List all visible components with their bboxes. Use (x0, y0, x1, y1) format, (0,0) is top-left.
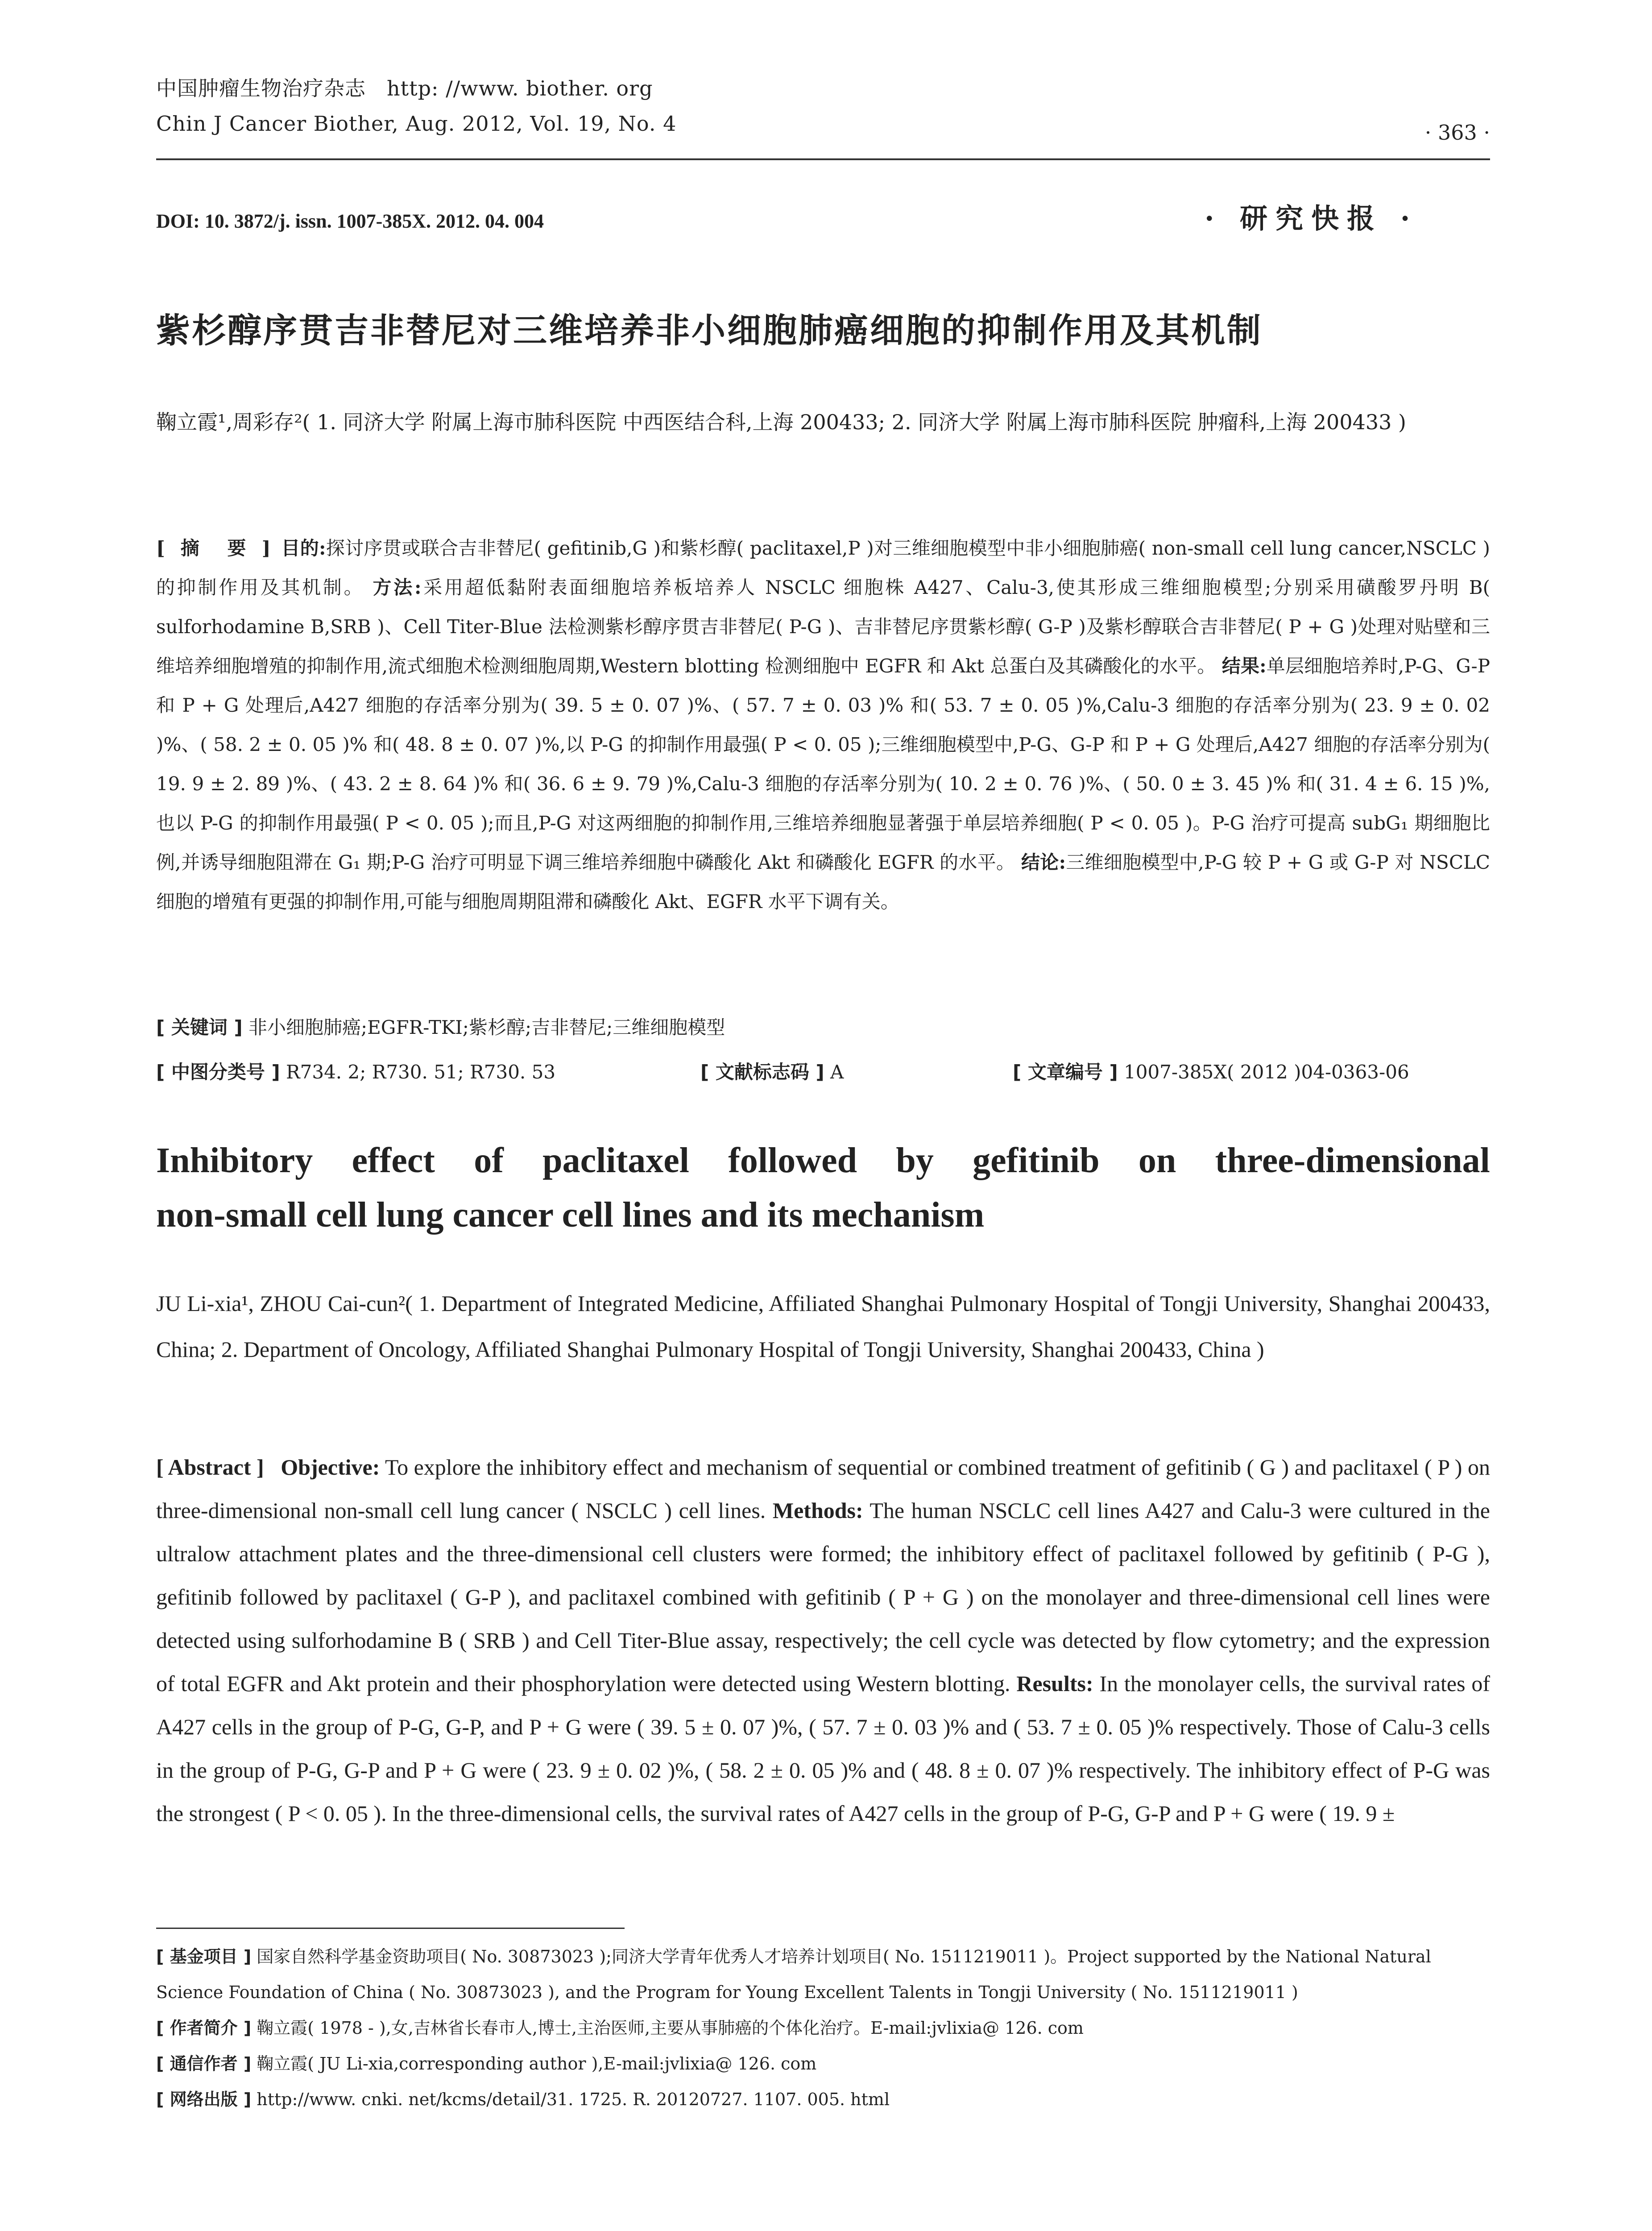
journal-cn-line: 中国肿瘤生物治疗杂志 http: //www. biother. org (156, 76, 653, 100)
objective-cn: 探讨序贯或联合吉非替尼( gefitinib,G )和紫杉醇( paclitaxel,P )对三维细胞模型中非小细胞肺癌( non-small cell lung cancer,NSCLC )的抑制作用及其机制。 (156, 537, 1490, 598)
conclusion-cn: 三维细胞模型中,P-G 较 P + G 或 G-P 对 NSCLC 细胞的增殖有更强的抑制作用,可能与细胞周期阻滞和磷酸化 Akt、EGFR 水平下调有关。 (156, 851, 1490, 912)
title-en (156, 1133, 1490, 1242)
page-number: · 363 · (1424, 120, 1490, 145)
title-en-word: effect (352, 1141, 435, 1180)
fund-note (156, 1939, 1490, 2010)
authors-cn: 鞠立霞¹,周彩存²( 1. 同济大学 附属上海市肺科医院 中西医结合科,上海 200433; 2. 同济大学 附属上海市肺科医院 肿瘤科,上海 200433 ) (156, 410, 1406, 434)
objective-en: To explore the inhibitory effect and mechanism of sequential or combined treatment of gefitinib ( G ) and paclitaxel ( P ) on three-dimensional non-small cell lung cancer ( NSCLC ) cell lines. (156, 1455, 1490, 1523)
clc-label: [ 中图分类号 ] (156, 1061, 280, 1083)
title-en-word: three-dimensional (1215, 1141, 1490, 1180)
doc-code-value: A (830, 1061, 844, 1083)
online-url[interactable]: http://www. cnki. net/kcms/detail/31. 1725. R. 20120727. 1107. 005. html (257, 2090, 890, 2109)
fund-label: [ 基金项目 ] (156, 1947, 252, 1966)
abstract-cn (156, 529, 1490, 921)
title-en-word: Inhibitory (156, 1141, 313, 1180)
results-label-cn: 结果: (1221, 655, 1267, 677)
abstract-cn-tag: [ 摘 要 ] (156, 537, 275, 559)
doc-code-label: [ 文献标志码 ] (700, 1061, 824, 1083)
title-en-line-1 (156, 1133, 1490, 1188)
abstract-en (156, 1446, 1490, 1835)
section-label: · 研究快报 · (1205, 202, 1418, 235)
running-header (156, 67, 1490, 161)
corresponding-text: 鞠立霞( JU Li-xia,corresponding author ),E-mail:jvlixia@ 126. com (257, 2054, 817, 2073)
doc-code-group (700, 1057, 844, 1084)
results-label-en: Results: (1016, 1671, 1093, 1696)
results-en: In the monolayer cells, the survival rates of A427 cells in the group of P-G, G-P, and P + G were ( 39. 5 ± 0. 07 )%, ( 57. 7 ± 0. 03 )% and ( 53. 7 ± 0. 05 )% respectively. Those of Calu-3 cells in the group of P-G, G-P and P + G were ( 23. 9 ± 0. 02 )%, ( 58. 2 ± 0. 05 )% and ( 48. 8 ± 0. 07 )% respectively. The inhibitory effect of P-G was the strongest ( P < 0. 05 ). In the three-dimensional cells, the survival rates of A427 cells in the group of P-G, G-P and P + G were ( 19. 9 ± (156, 1671, 1491, 1826)
title-en-word: gefitinib (973, 1141, 1100, 1180)
keywords-label: [ 关键词 ] (156, 1016, 243, 1038)
authors-en: JU Li-xia¹, ZHOU Cai-cun²( 1. Department of Integrated Medicine, Affiliated Shanghai Pulmonary Hospital of Tongji University, Shanghai 200433, China; 2. Department of Oncology, Affiliated Shanghai Pulmonary Hospital of Tongji University, Shanghai 200433, China ) (156, 1291, 1490, 1362)
fund-text: 国家自然科学基金资助项目( No. 30873023 );同济大学青年优秀人才培养计划项目( No. 1511219011 )。Project supported by the National Natural Science Foundation of China ( No. 30873023 ), and the Program for Young Excellent Talents in Tongji University ( No. 1511219011 ) (156, 1947, 1431, 2002)
keywords-row (156, 1013, 1490, 1040)
corresponding-label: [ 通信作者 ] (156, 2054, 252, 2073)
author-label: [ 作者简介 ] (156, 2018, 252, 2038)
doi: DOI: 10. 3872/j. issn. 1007-385X. 2012. 04. 004 (156, 210, 544, 232)
journal-en-line: Chin J Cancer Biother, Aug. 2012, Vol. 19, No. 4 (156, 112, 677, 136)
article-no-label: [ 文章编号 ] (1013, 1061, 1118, 1083)
methods-label-cn: 方法: (373, 576, 422, 598)
methods-cn: 采用超低黏附表面细胞培养板培养人 NSCLC 细胞株 A427、Calu-3,使其形成三维细胞模型;分别采用磺酸罗丹明 B( sulforhodamine B,SRB )、Cell Titer-Blue 法检测紫杉醇序贯吉非替尼( P-G )、吉非替尼序贯紫杉醇( G-P )及紫杉醇联合吉非替尼( P + G )处理对贴壁和三维培养细胞增殖的抑制作用,流式细胞术检测细胞周期,Western blotting 检测细胞中 EGFR 和 Akt 总蛋白及其磷酸化的水平。 (156, 576, 1490, 677)
header-rule (156, 158, 1490, 160)
title-en-word: of (474, 1141, 504, 1180)
footnotes (156, 1939, 1490, 2117)
objective-label-en: Objective: (281, 1455, 380, 1480)
online-note (156, 2082, 1490, 2117)
footnote-rule (156, 1928, 625, 1929)
title-en-word: paclitaxel (542, 1141, 689, 1180)
methods-en: The human NSCLC cell lines A427 and Calu-3 were cultured in the ultralow attachment plates and the three-dimensional cell clusters were formed; the inhibitory effect of paclitaxel followed by gefitinib ( P-G ), gefitinib followed by paclitaxel ( G-P ), and paclitaxel combined with gefitinib ( P + G ) on the monolayer and three-dimensional cell lines were detected using sulforhodamine B ( SRB ) and Cell Titer-Blue assay, respectively; the cell cycle was detected by flow cytometry; and the expression of total EGFR and Akt protein and their phosphorylation were detected using Western blotting. (156, 1498, 1490, 1696)
methods-label-en: Methods: (772, 1498, 863, 1523)
article-no-group (1013, 1057, 1409, 1084)
conclusion-label-cn: 结论: (1021, 851, 1066, 873)
title-en-word: by (896, 1141, 934, 1180)
title-en-word: followed (728, 1141, 857, 1180)
title-en-word: on (1138, 1141, 1176, 1180)
corresponding-note (156, 2046, 1490, 2082)
author-note (156, 2010, 1490, 2046)
title-cn: 紫杉醇序贯吉非替尼对三维培养非小细胞肺癌细胞的抑制作用及其机制 (156, 311, 1263, 350)
keywords-value: 非小细胞肺癌;EGFR-TKI;紫杉醇;吉非替尼;三维细胞模型 (248, 1016, 725, 1038)
clc-group (156, 1057, 555, 1084)
objective-label-cn: 目的: (281, 537, 326, 559)
results-cn: 单层细胞培养时,P-G、G-P 和 P + G 处理后,A427 细胞的存活率分别为( 39. 5 ± 0. 07 )%、( 57. 7 ± 0. 03 )% 和( 53. 7 ± 0. 05 )%,Calu-3 细胞的存活率分别为( 23. 9 ± 0. 02 )%、( 58. 2 ± 0. 05 )% 和( 48. 8 ± 0. 07 )%,以 P-G 的抑制作用最强( P < 0. 05 );三维细胞模型中,P-G、G-P 和 P + G 处理后,A427 细胞的存活率分别为( 19. 9 ± 2. 89 )%、( 43. 2 ± 8. 64 )% 和( 36. 6 ± 9. 79 )%,Calu-3 细胞的存活率分别为( 10. 2 ± 0. 76 )%、( 50. 0 ± 3. 45 )% 和( 31. 4 ± 6. 15 )%,也以 P-G 的抑制作用最强( P < 0. 05 );而且,P-G 对这两细胞的抑制作用,三维培养细胞显著强于单层培养细胞( P < 0. 05 )。P-G 治疗可提高 subG₁ 期细胞比例,并诱导细胞阻滞在 G₁ 期;P-G 治疗可明显下调三维培养细胞中磷酸化 Akt 和磷酸化 EGFR 的水平。 (156, 655, 1490, 873)
title-en-line-2: non-small cell lung cancer cell lines and its mechanism (156, 1195, 985, 1235)
author-text: 鞠立霞( 1978 - ),女,吉林省长春市人,博士,主治医师,主要从事肺癌的个体化治疗。E-mail:jvlixia@ 126. com (257, 2018, 1084, 2038)
online-label: [ 网络出版 ] (156, 2090, 252, 2109)
abstract-en-tag: [ Abstract ] (156, 1455, 264, 1480)
clc-value: R734. 2; R730. 51; R730. 53 (286, 1061, 556, 1083)
article-no-value: 1007-385X( 2012 )04-0363-06 (1124, 1061, 1409, 1083)
